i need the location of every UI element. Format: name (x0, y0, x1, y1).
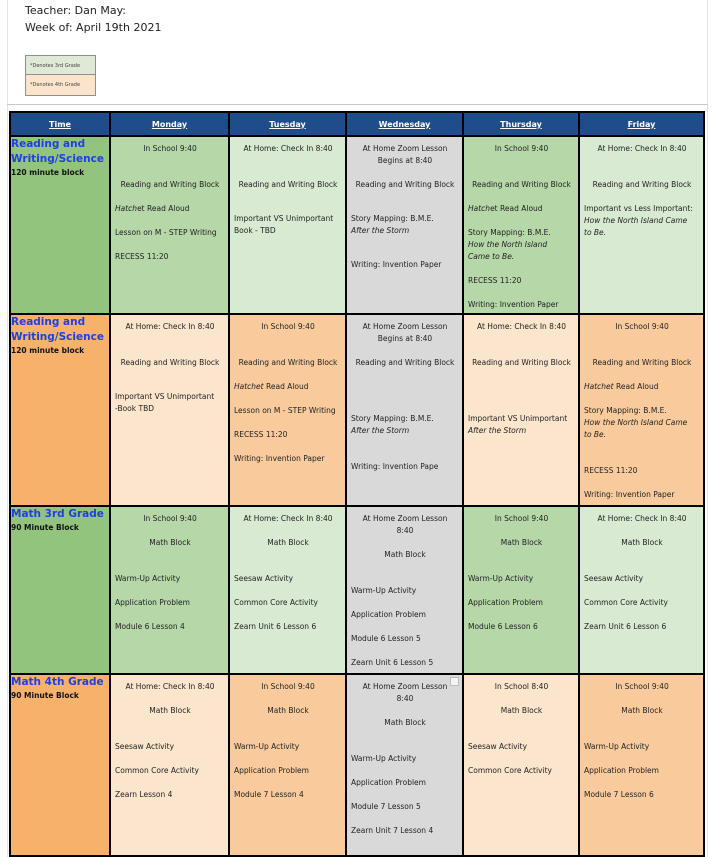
activity-line: Writing: Invention Paper (584, 490, 675, 499)
activity-line: Math Block (384, 550, 426, 559)
activity-line: Common Core Activity (468, 766, 552, 775)
activity-line: Reading and Writing Block (355, 180, 455, 189)
activity-line: RECESS 11:20 (234, 430, 288, 439)
book-title: Hatch (115, 204, 138, 213)
activity-line: Math Block (149, 706, 191, 715)
activity-line: to Be. (584, 228, 607, 237)
activity-line: Math Block (621, 538, 663, 547)
activity-line: Reading and Writing Block (472, 358, 571, 367)
activity-line: Warm-Up Activity (234, 742, 300, 751)
activity-line: After the Storm (468, 426, 527, 435)
schedule-cell-thursday[interactable] (463, 136, 579, 314)
activity-line: Story Mapping: B.M.E. (584, 406, 667, 415)
schedule-cell-tuesday[interactable] (229, 136, 346, 314)
activity-line: RECESS 11:20 (584, 466, 638, 475)
schedule-cell-friday[interactable] (579, 136, 704, 314)
activity-text: Read Aloud (613, 382, 659, 391)
activity-line: Important VS Unimportant (468, 414, 568, 423)
row-title: Math 4th Grade (11, 676, 104, 688)
book-title: Hatchet (234, 382, 264, 391)
schedule-cell-monday[interactable] (110, 314, 229, 506)
activity-line: Warm-Up Activity (115, 574, 181, 583)
activity-line: RECESS 11:20 (115, 252, 169, 261)
activity-line: Module 6 Lesson 4 (115, 622, 185, 631)
activity-line: In School 9:40 (615, 682, 669, 691)
schedule-cell-tuesday[interactable] (229, 506, 346, 674)
activity-line (584, 381, 700, 393)
activity-line: Application Problem (115, 598, 190, 607)
activity-line: Seesaw Activity (115, 742, 175, 751)
schedule-cell-thursday[interactable] (463, 506, 579, 674)
activity-line: In School 9:40 (143, 144, 197, 153)
cell-content (464, 137, 578, 311)
cell-content (230, 315, 345, 503)
activity-line: Book - TBD (234, 226, 276, 235)
activity-line: Seesaw Activity (468, 742, 528, 751)
week-of: Week of: April 19th 2021 (25, 21, 162, 34)
activity-line: Story Mapping: B.M.E. (351, 414, 434, 423)
activity-line: Warm-Up Activity (351, 586, 417, 595)
activity-line: In School 9:40 (261, 322, 315, 331)
activity-line: At Home: Check In 8:40 (597, 514, 687, 523)
activity-line: In School 9:40 (143, 514, 197, 523)
activity-line: Math Block (500, 706, 543, 715)
col-header-time: Time (10, 112, 110, 136)
cell-content (347, 315, 462, 503)
activity-line: Math Block (267, 706, 309, 715)
cell-content (111, 137, 228, 311)
activity-line: Math Block (384, 718, 426, 727)
row-title: Math 3rd Grade (11, 508, 104, 520)
activity-line: Begins at 8:40 (377, 156, 433, 165)
activity-line: Application Problem (584, 766, 659, 775)
cell-content (111, 315, 228, 503)
cell-content (111, 507, 228, 671)
col-header-wednesday: Wednesday (346, 112, 463, 136)
schedule-cell-tuesday[interactable] (229, 314, 346, 506)
activity-line: Reading and Writing Block (592, 358, 692, 367)
schedule-cell-monday[interactable] (110, 506, 229, 674)
cell-content (230, 507, 345, 671)
activity-line: After the Storm (351, 226, 410, 235)
col-header-monday: Monday (110, 112, 229, 136)
book-title: Hatchet (584, 382, 614, 391)
schedule-cell-friday[interactable] (579, 674, 704, 856)
activity-line: Module 6 Lesson 5 (351, 634, 421, 643)
cell-content (230, 675, 345, 853)
activity-line: Zearn Unit 6 Lesson 6 (234, 622, 317, 631)
activity-line: Important vs Less Important: (584, 204, 693, 213)
activity-line: Seesaw Activity (584, 574, 644, 583)
row-header (10, 314, 110, 506)
activity-line: At Home Zoom Lesson (362, 144, 448, 153)
activity-line: Math Block (149, 538, 191, 547)
cell-content (464, 507, 578, 671)
activity-line: In School 9:40 (494, 144, 549, 153)
row-header (10, 136, 110, 314)
activity-line: Lesson on M - STEP Writing (234, 406, 336, 415)
activity-line: Important VS Unimportant (234, 214, 334, 223)
activity-line: Zearn Lesson 4 (115, 790, 173, 799)
cell-content (580, 507, 703, 671)
schedule-cell-thursday[interactable] (463, 314, 579, 506)
weekly-schedule-table (9, 111, 705, 857)
activity-line: Math Block (267, 538, 309, 547)
activity-line: At Home: Check In 8:40 (125, 682, 215, 691)
activity-line: At Home: Check In 8:40 (243, 144, 333, 153)
activity-line: Reading and Writing Block (120, 358, 220, 367)
activity-line: RECESS 11:20 (468, 276, 522, 285)
cell-content (347, 137, 462, 311)
activity-line: Application Problem (234, 766, 309, 775)
row-header (10, 674, 110, 856)
activity-text: et Read Aloud (490, 204, 543, 213)
schedule-cell-monday[interactable] (110, 136, 229, 314)
activity-line: Reading and Writing Block (592, 180, 692, 189)
activity-line: In School 9:40 (494, 514, 549, 523)
schedule-cell-wednesday[interactable] (346, 314, 463, 506)
cell-content (347, 507, 462, 671)
activity-line: 8:40 (396, 526, 414, 535)
activity-line: How the North Island (468, 240, 548, 249)
activity-line: Module 7 Lesson 6 (584, 790, 654, 799)
schedule-cell-wednesday[interactable] (346, 506, 463, 674)
activity-text: Read Aloud (263, 382, 309, 391)
page-divider (7, 104, 708, 105)
schedule-cell-friday[interactable] (579, 506, 704, 674)
col-header-tuesday: Tuesday (229, 112, 346, 136)
cell-content (230, 137, 345, 311)
schedule-cell-wednesday[interactable] (346, 674, 463, 856)
activity-line: Common Core Activity (584, 598, 668, 607)
cell-content (464, 315, 578, 503)
row-block-length: 120 minute block (11, 168, 85, 177)
activity-line: At Home: Check In 8:40 (125, 322, 215, 331)
activity-line: Common Core Activity (234, 598, 318, 607)
activity-line: Writing: Invention Paper (234, 454, 325, 463)
activity-line: In School 9:40 (615, 322, 669, 331)
activity-text: et Read Aloud (137, 204, 190, 213)
row-header (10, 506, 110, 674)
activity-line: Reading and Writing Block (120, 180, 220, 189)
activity-line: Reading and Writing Block (355, 358, 455, 367)
row-title: Reading and Writing/Science (11, 316, 104, 343)
legend-3rd-grade: *Denotes 3rd Grade (25, 55, 96, 77)
activity-line (115, 203, 225, 215)
row-block-length: 90 Minute Block (11, 691, 79, 700)
schedule-row (10, 674, 704, 856)
activity-line: Warm-Up Activity (351, 754, 417, 763)
activity-line: Important VS Unimportant (115, 392, 215, 401)
activity-line: Writing: Invention Paper (468, 300, 559, 309)
schedule-cell-wednesday[interactable] (346, 136, 463, 314)
cell-content (580, 315, 703, 503)
activity-line: Writing: Invention Pape (351, 462, 439, 471)
teacher-name: Teacher: Dan May: (25, 4, 127, 17)
book-title: Hatch (468, 204, 491, 213)
activity-line: Warm-Up Activity (584, 742, 650, 751)
schedule-cell-friday[interactable] (579, 314, 704, 506)
activity-line: Zearn Unit 7 Lesson 4 (351, 826, 434, 835)
activity-line: In School 9:40 (261, 682, 315, 691)
activity-line: Module 6 Lesson 6 (468, 622, 538, 631)
schedule-row (10, 314, 704, 506)
header-row (10, 112, 704, 136)
schedule-cell-monday[interactable] (110, 674, 229, 856)
activity-line: Application Problem (468, 598, 543, 607)
activity-line: Writing: Invention Paper (351, 260, 442, 269)
schedule-cell-thursday[interactable] (463, 674, 579, 856)
activity-line: Story Mapping: B.M.E. (351, 214, 434, 223)
activity-line: Seesaw Activity (234, 574, 294, 583)
cell-content (464, 675, 578, 853)
activity-line: At Home Zoom Lesson (362, 514, 448, 523)
activity-line: Story Mapping: B.M.E. (468, 228, 551, 237)
activity-line: At Home: Check In 8:40 (476, 322, 567, 331)
activity-line (468, 203, 575, 215)
activity-line: -Book TBD (115, 404, 154, 413)
activity-line: How the North Island Came (584, 216, 688, 225)
activity-line: Lesson on M - STEP Writing (115, 228, 217, 237)
schedule-cell-tuesday[interactable] (229, 674, 346, 856)
row-title: Reading and Writing/Science (11, 138, 104, 165)
activity-line: At Home: Check In 8:40 (597, 144, 687, 153)
activity-line: At Home: Check In 8:40 (243, 514, 333, 523)
activity-line: Zearn Unit 6 Lesson 6 (584, 622, 667, 631)
activity-line: Zearn Unit 6 Lesson 5 (351, 658, 434, 667)
activity-line: How the North Island Came (584, 418, 688, 427)
activity-line: Module 7 Lesson 4 (234, 790, 304, 799)
row-block-length: 120 minute block (11, 346, 85, 355)
activity-line: Module 7 Lesson 5 (351, 802, 421, 811)
cell-content (347, 675, 462, 853)
cell-content (580, 675, 703, 853)
activity-line: After the Storm (351, 426, 410, 435)
activity-line: to Be. (584, 430, 607, 439)
activity-line: Application Problem (351, 610, 426, 619)
schedule-row (10, 136, 704, 314)
activity-line: Math Block (621, 706, 663, 715)
activity-line: Math Block (500, 538, 543, 547)
cell-content (580, 137, 703, 311)
schedule-row (10, 506, 704, 674)
col-header-friday: Friday (579, 112, 704, 136)
cell-content (111, 675, 228, 853)
activity-line: 8:40 (396, 694, 414, 703)
activity-line: Reading and Writing Block (238, 358, 338, 367)
legend-4th-grade: *Denotes 4th Grade (25, 74, 96, 96)
activity-line: At Home Zoom Lesson (362, 322, 448, 331)
activity-line: Common Core Activity (115, 766, 199, 775)
activity-line: Warm-Up Activity (468, 574, 534, 583)
col-header-thursday: Thursday (463, 112, 579, 136)
activity-line: Begins at 8:40 (377, 334, 433, 343)
activity-line: Reading and Writing Block (472, 180, 571, 189)
activity-line (234, 381, 342, 393)
activity-line: At Home Zoom Lesson (362, 682, 448, 691)
activity-line: In School 8:40 (494, 682, 549, 691)
activity-line: Came to Be. (468, 252, 515, 261)
cell-handle-icon[interactable] (450, 677, 459, 686)
activity-line: Application Problem (351, 778, 426, 787)
activity-line: Reading and Writing Block (238, 180, 338, 189)
row-block-length: 90 Minute Block (11, 523, 79, 532)
